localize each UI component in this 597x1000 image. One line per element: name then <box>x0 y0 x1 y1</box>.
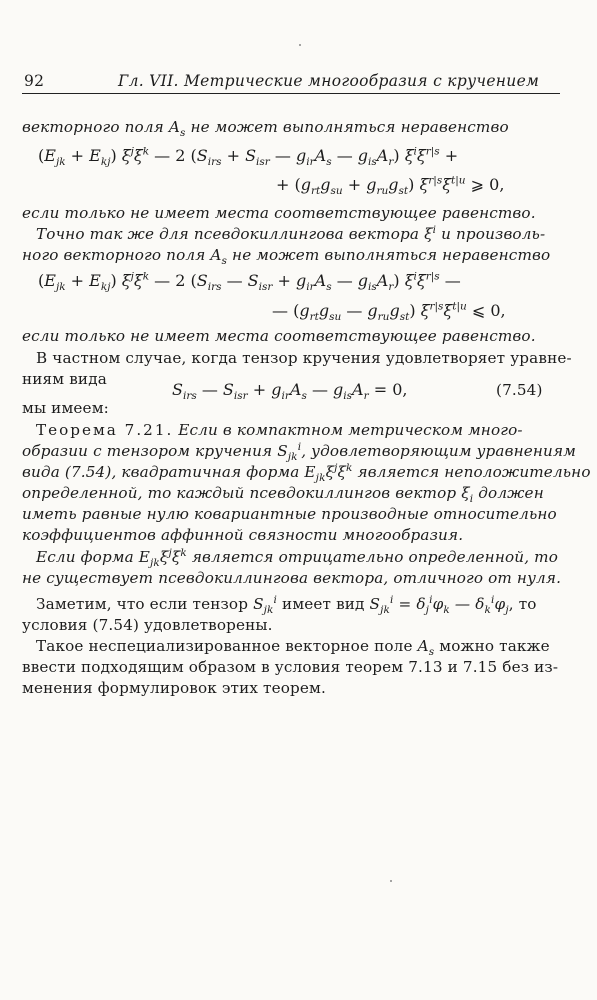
inequality-1-line-1: $(E_{jk} + E_{kj})$ $\xi^j\xi^k$ — 2 ($S_{irs} + S_{isr}$ — $g_{ir}A_s$ — $g_{is}A_r$) $\xi^i\xi^{r|s}$ + <box>38 145 459 169</box>
text-line: Такое неспециализированное векторное поле $A_s$ можно также <box>36 637 550 659</box>
theorem-line: определенной, то каждый псевдокиллингов вектор $\xi_i$ должен <box>22 484 544 506</box>
text-line: В частном случае, когда тензор кручения удовлетворяет уравне- <box>36 349 572 367</box>
theorem-line: иметь равные нулю ковариантные производные относительно <box>22 505 557 523</box>
text-line: ввести подходящим образом в условия теорем 7.13 и 7.15 без из- <box>22 658 559 676</box>
text-line: условия (7.54) удовлетворены. <box>22 616 273 634</box>
speck <box>390 880 392 882</box>
theorem-line: не существует псевдокиллингова вектора, отличного от нуля. <box>22 569 562 587</box>
theorem-line: Теорема 7.21. Если в компактном метрическом много- <box>36 421 523 439</box>
text-line: если только не имеет места соответствующее равенство. <box>22 204 536 222</box>
theorem-label: Теорема 7.21. <box>36 421 174 439</box>
speck <box>299 44 301 46</box>
text-line: ниям вида <box>22 370 107 388</box>
text-line: менения формулировок этих теорем. <box>22 679 326 697</box>
inequality-1-line-2: + $(g_{rt}g_{su} + g_{ru}g_{st})$ $\xi^{r|s}\xi^{t|u}$ ⩾ 0, <box>276 174 505 198</box>
inequality-2-line-2: — ($g_{rt}g_{su}$ — $g_{ru}g_{st}$) $\xi^{r|s}\xi^{t|u}$ ⩽ 0, <box>272 300 506 324</box>
theorem-line: вида (7.54), квадратичная форма $E_{jk}\xi^j\xi^k$ является неположительно <box>22 461 591 485</box>
theorem-line: Если форма $E_{jk}\xi^j\xi^k$ является отрицательно определенной, то <box>36 546 558 570</box>
chapter-title: Гл. VII. Метрические многообразия с кручением <box>118 72 540 90</box>
inequality-2-line-1: $(E_{jk} + E_{kj})$ $\xi^j\xi^k$ — 2 ($S_{irs}$ — $S_{isr} + g_{ir}A_s$ — $g_{is}A_r$) $\xi^i\xi^{r|s}$ — <box>38 270 461 294</box>
text-line: векторного поля $A_s$ не может выполняться неравенство <box>22 118 509 140</box>
page-number: 92 <box>24 72 45 90</box>
theorem-line: коэффициентов аффинной связности многообразия. <box>22 526 464 544</box>
text-line: мы имеем: <box>22 399 109 417</box>
equation-7-54: $S_{irs}$ — $S_{isr} + g_{ir}A_s$ — $g_{is}A_r = 0$, <box>172 380 408 403</box>
text-line: Точно так же для псевдокиллингова вектора $\xi^i$ и произволь- <box>36 223 546 243</box>
equation-number: (7.54) <box>496 381 543 399</box>
theorem-line: образии с тензором кручения $S_{jk}^i$, удовлетворяющим уравнениям <box>22 440 576 464</box>
text-line: ного векторного поля $A_s$ не может выполняться неравенство <box>22 246 551 268</box>
text-line: Заметим, что если тензор $S_{jk}^i$ имеет вид $S_{jk}^i = \delta_j^i\varphi_k$ — $\delta_k^i\varphi_j$, то <box>36 593 537 617</box>
text-line: если только не имеет места соответствующее равенство. <box>22 327 536 345</box>
header-rule <box>22 93 560 94</box>
